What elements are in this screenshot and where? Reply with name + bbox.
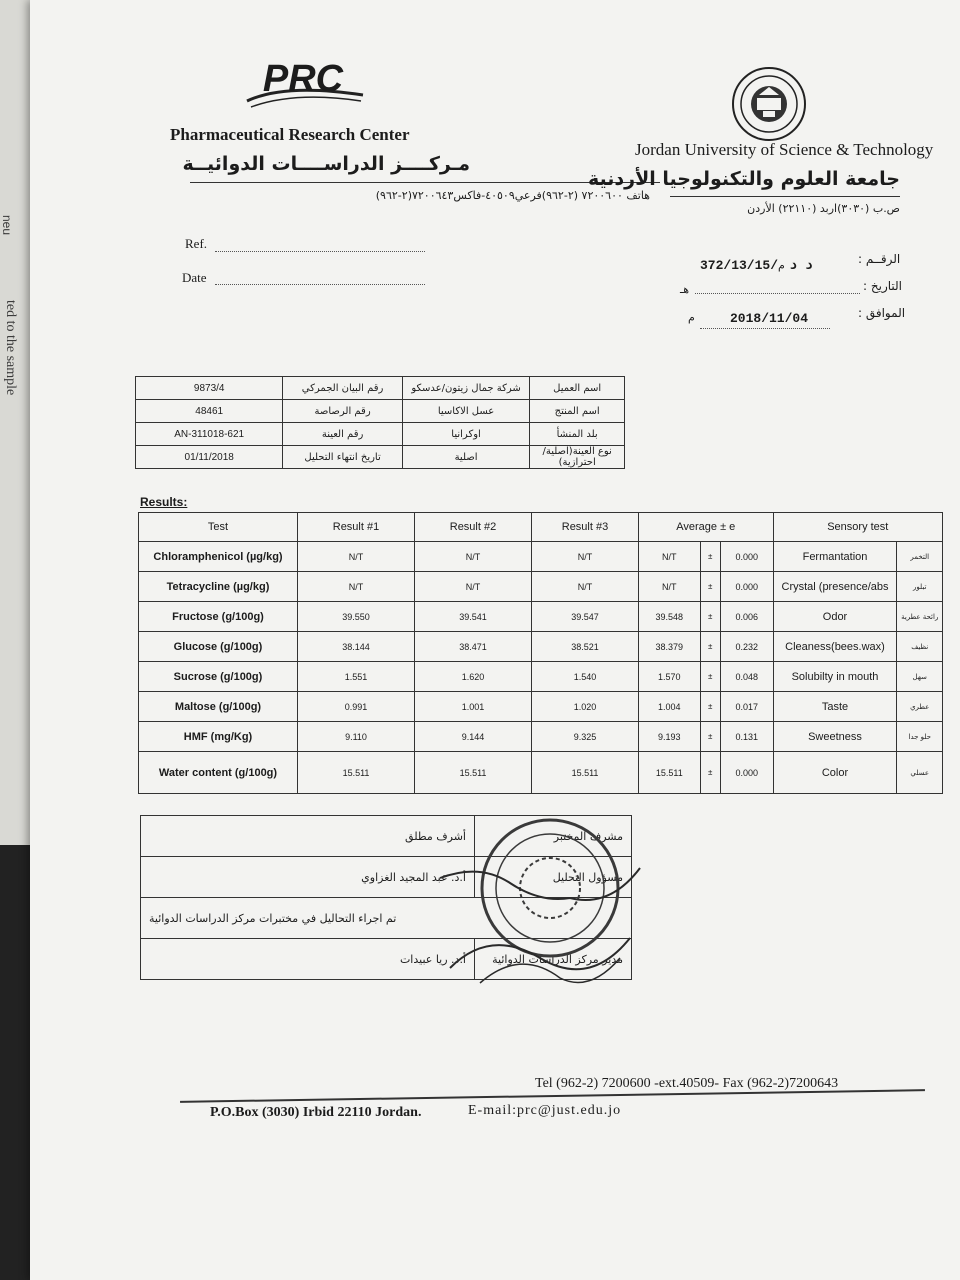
footer-tel: Tel (962-2) 7200600 -ext.40509- Fax (962-2)7200643 [535,1076,839,1091]
sample-info-table [135,376,625,469]
sample-info-value: عسل الاكاسيا [402,400,530,423]
result-1: N/T [298,572,415,602]
number-field [700,256,858,273]
plus-minus-sign: ± [700,572,720,602]
sensory-test-name: Odor [773,602,897,632]
header-divider-right [670,196,900,198]
average-value: 1.570 [639,662,701,692]
sensory-result-ar: عسلي [897,752,943,794]
sensory-test-name: Crystal (presence/abs [773,572,897,602]
results-row [139,602,943,632]
hijri-suffix: هـ [680,283,690,296]
result-1: 38.144 [298,632,415,662]
number-value: 372/13/15/د د [700,258,813,273]
prc-name-ar: مـركــــز الدراســــات الدوائيــة [182,153,470,175]
sensory-test-name: Cleaness(bees.wax) [773,632,897,662]
plus-minus-sign: ± [700,752,720,794]
ref-label: Ref. [185,236,208,251]
university-name-ar: جامعة العلوم والتكنولوجيا الأردنية [588,168,900,190]
header-average: Average ± e [639,513,774,542]
sample-info-row [136,400,625,423]
sensory-test-name: Color [773,752,897,794]
sample-info-label: رقم البيان الجمركي [283,377,402,400]
sample-info-value: اصلية [402,446,530,469]
error-value: 0.006 [720,602,773,632]
university-name-en: Jordan University of Science & Technology [635,140,934,159]
error-value: 0.017 [720,692,773,722]
header-test: Test [139,513,298,542]
average-value: 9.193 [639,722,701,752]
sample-info-row [136,377,625,400]
signature-name: أ.د. عبد المجيد الغزاوي [141,857,475,898]
official-stamp-icon [420,808,660,1008]
result-3: N/T [532,572,639,602]
sample-info-value: 48461 [136,400,283,423]
average-value: 15.511 [639,752,701,794]
result-1: N/T [298,542,415,572]
sensory-result-ar: سهل [897,662,943,692]
result-2: 9.144 [415,722,532,752]
sensory-result-ar: عطري [897,692,943,722]
background-sheet-text: ted to the sample [3,300,18,396]
sample-info-value: AN-311018-621 [136,423,283,446]
result-3: 1.020 [532,692,639,722]
result-2: 15.511 [415,752,532,794]
test-name: Tetracycline (µg/kg) [139,572,298,602]
sample-info-label: نوع العينة(اصلية/احترازية) [530,446,625,469]
results-row [139,692,943,722]
plus-minus-sign: ± [700,662,720,692]
sample-info-value: شركة جمال زيتون/عدسكو [402,377,530,400]
header-result-3: Result #3 [532,513,639,542]
signature-name: أ.د. ريا عبيدات [141,939,475,980]
sensory-test-name: Solubilty in mouth [773,662,897,692]
results-row [139,722,943,752]
test-name: Maltose (g/100g) [139,692,298,722]
sample-info-value: اوكرانيا [402,423,530,446]
result-1: 0.991 [298,692,415,722]
sensory-test-name: Taste [773,692,897,722]
result-3: 38.521 [532,632,639,662]
signature-role: مشرف المختبر [475,816,632,857]
results-row [139,632,943,662]
sample-info-label: تاريخ انتهاء التحليل [283,446,402,469]
header-result-2: Result #2 [415,513,532,542]
prc-name-en: Pharmaceutical Research Center [170,125,410,144]
sample-info-label: اسم المنتج [530,400,625,423]
document-page [30,0,960,1280]
results-row [139,662,943,692]
result-1: 1.551 [298,662,415,692]
hijri-label-ar: التاريخ : [863,279,903,293]
sensory-result-ar: نظيف [897,632,943,662]
error-value: 0.000 [720,752,773,794]
sample-info-row [136,423,625,446]
plus-minus-sign: ± [700,602,720,632]
test-name: Chloramphenicol (µg/kg) [139,542,298,572]
footer-email: E-mail:prc@just.edu.jo [468,1103,622,1118]
test-name: Water content (g/100g) [139,752,298,794]
header-result-1: Result #1 [298,513,415,542]
university-address-ar: ص.ب (٣٠٣٠)اربد (٢٢١١٠) الأردن [747,202,900,215]
average-value: 38.379 [639,632,701,662]
sample-info-value: 9873/4 [136,377,283,400]
results-header-row [139,513,943,542]
prc-logo-text: PRC [262,58,344,100]
background-sheet-text-2: neu [0,215,14,236]
results-row [139,542,943,572]
error-value: 0.048 [720,662,773,692]
number-label-ar: الرقــم : [858,252,901,266]
sample-info-label: رقم الرصاصة [283,400,402,423]
result-1: 9.110 [298,722,415,752]
sensory-result-ar: تبلور [897,572,943,602]
sensory-test-name: Sweetness [773,722,897,752]
results-title: Results: [140,495,188,509]
result-1: 15.511 [298,752,415,794]
average-value: N/T [639,542,701,572]
test-name: HMF (mg/Kg) [139,722,298,752]
sample-info-label: اسم العميل [530,377,625,400]
plus-minus-sign: ± [700,542,720,572]
header-sensory: Sensory test [773,513,942,542]
average-value: 39.548 [639,602,701,632]
result-2: 1.620 [415,662,532,692]
sensory-test-name: Fermantation [773,542,897,572]
result-2: 38.471 [415,632,532,662]
gregorian-value: 2018/11/04 [730,311,809,326]
university-seal-icon [730,65,808,143]
plus-minus-sign: ± [700,632,720,662]
hijri-line [695,292,860,294]
footer-address: P.O.Box (3030) Irbid 22110 Jordan. [210,1105,422,1120]
average-value: N/T [639,572,701,602]
result-3: 39.547 [532,602,639,632]
signature-role: مسؤول التحليل [475,857,632,898]
plus-minus-sign: ± [700,692,720,722]
number-prefix: م [778,259,785,272]
result-3: 15.511 [532,752,639,794]
signature-note: تم اجراء التحاليل في مختبرات مركز الدراسات الدوائية [141,898,632,939]
results-table [138,512,943,794]
error-value: 0.131 [720,722,773,752]
sample-info-row [136,446,625,469]
error-value: 0.232 [720,632,773,662]
prc-logo [245,55,365,111]
sample-info-label: بلد المنشأ [530,423,625,446]
signature-name: أشرف مطلق [141,816,475,857]
results-row [139,572,943,602]
plus-minus-sign: ± [700,722,720,752]
result-3: N/T [532,542,639,572]
test-name: Sucrose (g/100g) [139,662,298,692]
gregorian-suffix: م [688,311,695,324]
test-name: Fructose (g/100g) [139,602,298,632]
sensory-result-ar: حلو جدا [897,722,943,752]
result-2: N/T [415,542,532,572]
result-1: 39.550 [298,602,415,632]
signature-role: مدير مركز الدراسات الدوائية [475,939,632,980]
gregorian-line [700,327,830,329]
sample-info-label: رقم العينة [283,423,402,446]
result-2: 1.001 [415,692,532,722]
result-2: N/T [415,572,532,602]
sensory-result-ar: التخمر [897,542,943,572]
error-value: 0.000 [720,542,773,572]
date-label: Date [182,270,207,285]
prc-contact-ar: هاتف ٧٢٠٠٦٠٠ (٢-٩٦٢)فرعي٤٠٥٠٩-فاكس٧٢٠٠٦٤٣(٢-٩٦٢) [375,189,650,202]
result-3: 1.540 [532,662,639,692]
ref-line [215,250,425,252]
gregorian-label-ar: الموافق : [858,306,906,320]
result-3: 9.325 [532,722,639,752]
error-value: 0.000 [720,572,773,602]
results-row [139,752,943,794]
date-line [215,283,425,285]
average-value: 1.004 [639,692,701,722]
result-2: 39.541 [415,602,532,632]
sensory-result-ar: رائحة عطرية [897,602,943,632]
sample-info-value: 01/11/2018 [136,446,283,469]
test-name: Glucose (g/100g) [139,632,298,662]
